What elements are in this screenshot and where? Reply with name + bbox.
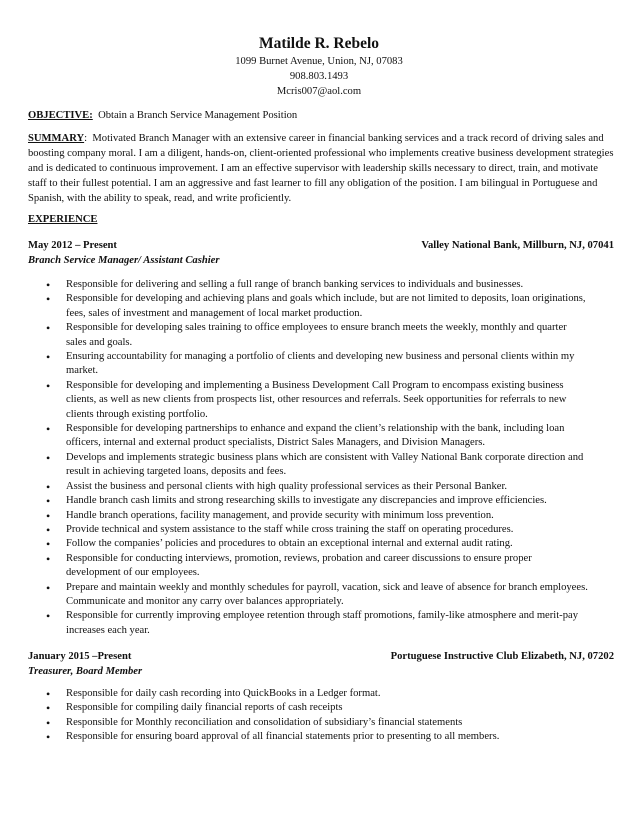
email: Mcris007@aol.com: [276, 86, 362, 97]
job-title: Branch Service Manager/ Assistant Cashier: [28, 255, 220, 266]
resume-header: [0, 34, 638, 99]
job-responsibilities: [28, 278, 588, 638]
phone: 908.803.1493: [289, 71, 349, 82]
list-item: • Responsible for developing sales training to office employees to ensure branch meets the weekly, monthly and quarter sales and goals.: [28, 321, 588, 350]
list-item: • Responsible for developing and achieving plans and goals which include, but are not limited to deposits, loan originations, fees, sales of investment and management of local market production.: [28, 292, 588, 321]
candidate-name: Matilde R. Rebelo: [258, 35, 380, 52]
job-title: Treasurer, Board Member: [28, 666, 143, 677]
summary-colon: :: [84, 133, 88, 144]
job-dates: May 2012 – Present: [28, 240, 117, 251]
list-item: • Responsible for conducting interviews, promotion, reviews, probation and career discussions to ensure proper development of our employees.: [28, 552, 588, 581]
list-item: • Prepare and maintain weekly and monthly schedules for payroll, vacation, sick and leave of absence for branch employees. Communicate and monitor any carry over balances appropriately.: [28, 581, 588, 610]
experience-label: EXPERIENCE: [28, 214, 98, 225]
list-item: • Responsible for delivering and selling a full range of branch banking services to individuals and businesses.: [28, 278, 588, 292]
list-item: • Responsible for currently improving employee retention through staff promotions, family-like atmosphere and merit-pay increases each year.: [28, 609, 588, 638]
list-item: • Responsible for ensuring board approval of all financial statements prior to presenting to all members.: [28, 730, 588, 744]
job-dates: January 2015 –Present: [28, 651, 132, 662]
summary-label: SUMMARY: [28, 133, 85, 144]
summary-section: [28, 131, 614, 206]
list-item: • Ensuring accountability for managing a portfolio of clients and developing new business and personal clients within my market.: [28, 350, 588, 379]
job-employer: Portuguese Instructive Club Elizabeth, NJ, 07202: [390, 651, 614, 662]
list-item: • Responsible for developing and implementing a Business Development Call Program to encompass existing business clients, as well as new clients from prospects list, other resources and referrals. Seek opportunities for referrals to new clients through existing portfolio.: [28, 379, 588, 422]
summary-text: Motivated Branch Manager with an extensive career in financial banking services and a track record of driving sales and boosting company moral. I am a diligent, hands-on, client-oriented professional who implements creative business development strategies and is dedicated to continuous improvement. I am an effective supervisor with leadership skills necessary to direct, train, and motivate staff to their fullest potential. I am an aggressive and fast learner to fill any obligation of the position. I am bilingual in Portuguese and Spanish, with the ability to speak, read, and write proficiently.: [28, 133, 614, 204]
list-item: • Responsible for compiling daily financial reports of cash receipts: [28, 701, 588, 715]
list-item: • Assist the business and personal clients with high quality professional services as their Personal Banker.: [28, 480, 588, 494]
list-item: • Handle branch cash limits and strong researching skills to investigate any discrepancies and improve efficiencies.: [28, 494, 588, 508]
job-employer: Valley National Bank, Millburn, NJ, 07041: [421, 240, 614, 251]
job-responsibilities: [28, 687, 588, 745]
list-item: • Provide technical and system assistance to the staff while cross training the staff on operating procedures.: [28, 523, 588, 537]
list-item: • Handle branch operations, facility management, and provide security with minimum loss prevention.: [28, 509, 588, 523]
list-item: • Responsible for Monthly reconciliation and consolidation of subsidiary’s financial statements: [28, 716, 588, 730]
address: 1099 Burnet Avenue, Union, NJ, 07083: [235, 56, 403, 67]
objective-section: [28, 108, 614, 123]
list-item: • Responsible for developing partnerships to enhance and expand the client’s relationship with the bank, including loan officers, internal and external product specialists, District Sales Managers, and Division Managers.: [28, 422, 588, 451]
job-header: [28, 238, 614, 268]
experience-heading: [28, 212, 614, 227]
objective-label: OBJECTIVE:: [28, 110, 93, 121]
list-item: • Develops and implements strategic business plans which are consistent with Valley National Bank corporate direction and result in achieving targeted loans, deposits and fees.: [28, 451, 588, 480]
job-header: [28, 649, 614, 679]
list-item: • Follow the companies’ policies and procedures to obtain an exceptional internal and external audit rating.: [28, 537, 588, 551]
list-item: • Responsible for daily cash recording into QuickBooks in a Ledger format.: [28, 687, 588, 701]
objective-text: Obtain a Branch Service Management Position: [98, 110, 298, 121]
